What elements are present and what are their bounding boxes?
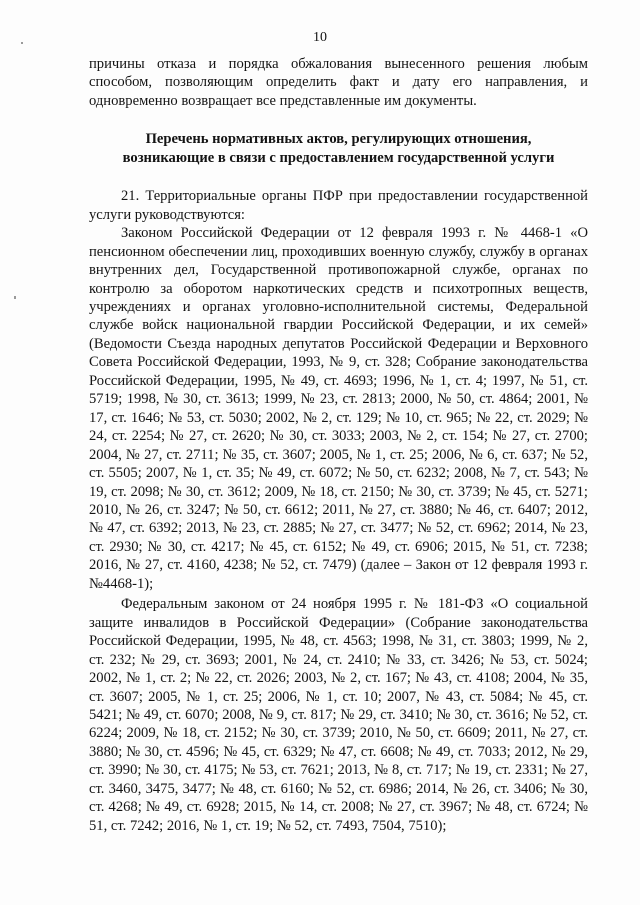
law-181-fz-paragraph: Федеральным законом от 24 ноября 1995 г. № 181-ФЗ «О социальной защите инвалидов в Российской Федерации» (Собрание законодательства Российской Федерации, 1995, № 48, ст. 4563; 1998, № 31, ст. 3803; 1999, № 2, ст. 232; № 29, ст. 3693; 2001, № 24, ст. 2410; № 33, ст. 3426; № 53, ст. 5024; 2002, № 1, ст. 2; № 22, ст. 2026; 2003, № 2, ст. 167; № 43, ст. 4108; 2004, № 35, ст. 3607; 2005, № 1, ст. 25; 2006, № 1, ст. 10; 2007, № 43, ст. 5084; № 45, ст. 5421; № 49, ст. 6070; 2008, № 9, ст. 817; № 29, ст. 3410; № 30, ст. 3616; № 52, ст. 6224; 2009, № 18, ст. 2152; № 30, ст. 3739; 2010, № 50, ст. 6609; 2011, № 27, ст. 3880; № 30, ст. 4596; № 45, ст. 6329; № 47, ст. 6608; № 49, ст. 7033; 2012, № 29, ст. 3990; № 30, ст. 4175; № 53, ст. 7621; 2013, № 8, ст. 717; № 19, ст. 2331; № 27, ст. 3460, 3475, 3477; № 48, ст. 6160; № 52, ст. 6986; 2014, № 26, ст. 3406; № 30, ст. 4268; № 49, ст. 6928; 2015, № 14, ст. 2008; № 27, ст. 3967; № 48, ст. 6724; № 51, ст. 7242; 2016, № 1, ст. 19; № 52, ст. 7493, 7504, 7510); (89, 596, 588, 834)
page-number: 10 (313, 30, 327, 45)
section-heading: Перечень нормативных актов, регулирующих отношения, возникающие в связи с предоставлением государственной услуги (122, 131, 555, 166)
item-21-paragraph: 21. Территориальные органы ПФР при предоставлении государственной услуги руководствуются: (89, 188, 588, 223)
intro-paragraph: причины отказа и порядка обжалования вынесенного решения любым способом, позволяющим определить факт и дату его направления, и одновременно возвращает все представленные им документы. (89, 56, 588, 109)
scan-speck (14, 296, 16, 299)
document-body (89, 55, 588, 835)
law-4468-1-paragraph: Законом Российской Федерации от 12 февраля 1993 г. № 4468-1 «О пенсионном обеспечении лиц, проходивших военную службу, службу в органах внутренних дел, Государственной противопожарной службе, органах по контролю за оборотом наркотических средств и психотропных веществ, учреждениях и органах уголовно-исполнительной системы, Федеральной службе войск национальной гвардии Российской Федерации, и их семей» (Ведомости Съезда народных депутатов Российской Федерации и Верховного Совета Российской Федерации, 1993, № 9, ст. 328; Собрание законодательства Российской Федерации, 1995, № 49, ст. 4693; 1996, № 1, ст. 4; 1997, № 51, ст. 5719; 1998, № 30, ст. 3613; 1999, № 23, ст. 2813; 2000, № 50, ст. 4864; 2001, № 17, ст. 1646; № 53, ст. 5030; 2002, № 2, ст. 129; № 10, ст. 965; № 22, ст. 2029; № 24, ст. 2254; № 27, ст. 2620; № 30, ст. 3033; 2003, № 2, ст. 154; № 27, ст. 2700; 2004, № 27, ст. 2711; № 35, ст. 3607; 2005, № 1, ст. 25; 2006, № 6, ст. 637; № 52, ст. 5505; 2007, № 1, ст. 35; № 49, ст. 6072; № 50, ст. 6232; 2008, № 7, ст. 543; № 19, ст. 2098; № 30, ст. 3612; 2009, № 18, ст. 2150; № 30, ст. 3739; № 45, ст. 5271; 2010, № 26, ст. 3247; № 50, ст. 6612; 2011, № 27, ст. 3880; № 46, ст. 6407; 2012, № 47, ст. 6392; 2013, № 23, ст. 2885; № 27, ст. 3477; № 52, ст. 6962; 2014, № 23, ст. 2930; № 30, ст. 4217; № 45, ст. 6152; № 49, ст. 6906; 2015, № 51, ст. 7238; 2016, № 27, ст. 4160, 4238; № 52, ст. 7479) (далее – Закон от 12 февраля 1993 г. №4468-1); (89, 225, 588, 592)
